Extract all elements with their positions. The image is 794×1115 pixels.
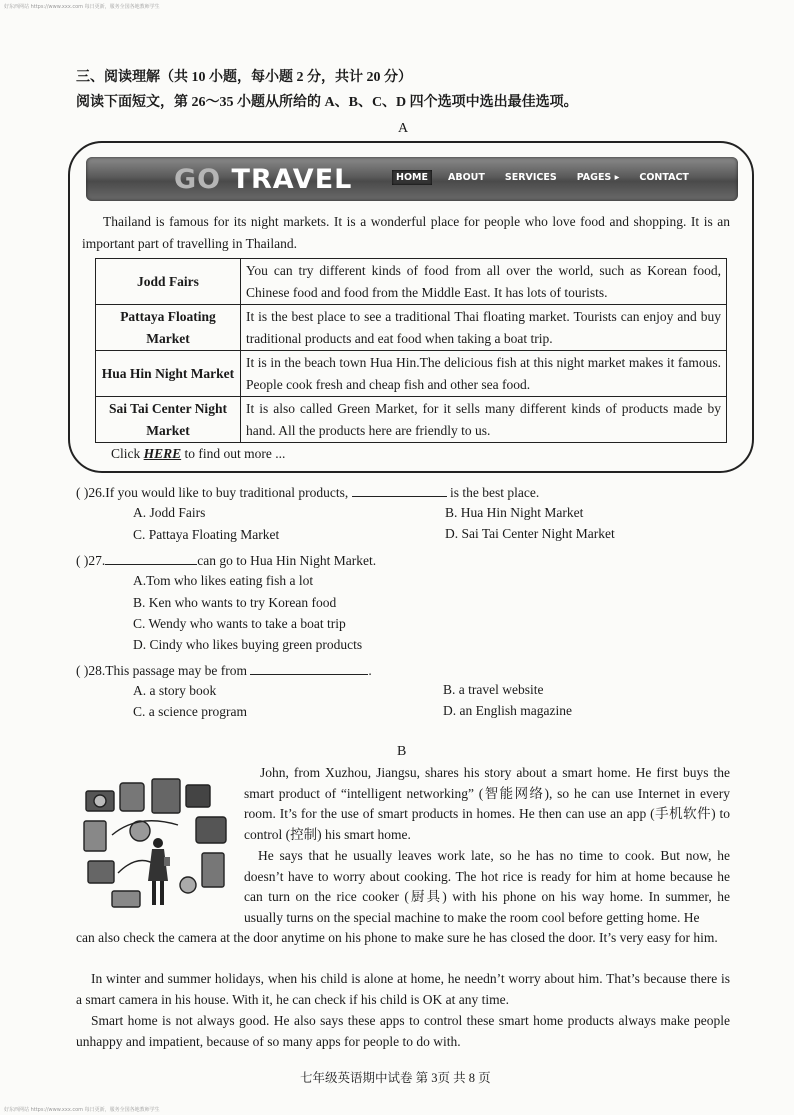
page-footer: 七年级英语期中试卷 第 3页 共 8 页 [300, 1071, 491, 1085]
question-28: ( )28.This passage may be from . [76, 663, 372, 678]
market-desc: You can try different kinds of food from all over the world, such as Korean food, Chinese food and food from the Middle East. It has lots of tourists. [241, 259, 727, 305]
click-here-line: Click HERE to find out more ... [111, 446, 286, 461]
part-a-label: A [398, 121, 409, 136]
passage-b-p3: In winter and summer holidays, when his child is alone at home, he needn’t worry about him. That’s because there is a smart camera in his house. With it, he can check if his child is OK at any time. [76, 971, 730, 1007]
table-row [96, 397, 727, 443]
nav-home[interactable]: HOME [392, 170, 432, 185]
option-27d: D. Cindy who likes buying green products [133, 637, 363, 652]
intro-paragraph: Thailand is famous for its night markets. It is a wonderful place for people who love food and shopping. It is an important part of travelling in Thailand. [82, 214, 730, 251]
section-title: 三、阅读理解（共 10 小题，每小题 2 分，共计 20 分） [76, 70, 412, 85]
market-name: Hua Hin Night Market [96, 351, 241, 397]
option-27b: B. Ken who wants to try Korean food [133, 595, 337, 610]
option-26c: C. Pattaya Floating Market [133, 527, 280, 542]
option-28b: B. a travel website [443, 682, 544, 697]
option-28c: C. a science program [133, 704, 247, 719]
passage-b-p4: Smart home is not always good. He also says these apps to control these smart home products always make people unhappy and impatient, because of so many apps for people to do with. [76, 1013, 730, 1049]
market-name: Jodd Fairs [96, 259, 241, 305]
table-row [96, 259, 727, 305]
watermark-top: 好东西网站 https://www.xxx.com 每日更新，服务全国各地教师学生 [4, 4, 160, 10]
table-row [96, 305, 727, 351]
market-desc: It is also called Green Market, for it sells many different kinds of products made by hand. All the products here are friendly to us. [241, 397, 727, 443]
option-27a: A.Tom who likes eating fish a lot [133, 573, 314, 588]
nav-contact[interactable]: CONTACT [639, 172, 689, 183]
table-row [96, 351, 727, 397]
go-travel-logo: GO TRAVEL [174, 164, 353, 195]
passage-b-p2b: can also check the camera at the door anytime on his phone to make sure he has closed the door. It’s very easy for him. [76, 930, 718, 945]
option-26d: D. Sai Tai Center Night Market [445, 526, 615, 541]
part-b-label: B [397, 744, 407, 759]
question-27: ( )27. can go to Hua Hin Night Market. [76, 553, 377, 568]
answer-blank[interactable] [250, 662, 368, 675]
market-desc: It is the best place to see a traditional Thai floating market. Tourists can enjoy and buy traditional products and eat food when taking a boat trip. [241, 305, 727, 351]
passage-b-p2a: He says that he usually leaves work late, so he has no time to cook. But now, he doesn’t have to worry about cooking. The hot rice is ready for him at home because he can turn on the rice cooker (厨具) with his phone on his way home. In summer, he usually turns on the special machine to make the room cool before getting home. He [244, 848, 730, 925]
answer-blank[interactable] [105, 552, 197, 565]
go-travel-banner [86, 157, 738, 201]
instruction: 阅读下面短文，第 26～35 小题从所给的 A、B、C、D 四个选项中选出最佳选项。 [76, 95, 578, 110]
banner-nav [392, 170, 693, 185]
watermark-bottom: 好东西网站 https://www.xxx.com 每日更新，服务全国各地教师学生 [4, 1107, 160, 1113]
option-28d: D. an English magazine [443, 703, 572, 718]
market-desc: It is in the beach town Hua Hin.The delicious fish at this night market makes it famous. People cook fresh and cheap fish and other sea food. [241, 351, 727, 397]
markets-table [95, 258, 727, 443]
passage-b-p1: John, from Xuzhou, Jiangsu, shares his story about a smart home. He first buys the smart product of “intelligent networking” (智能网络), so he can use Internet in every room. It’s for the use of smart products in homes. He then can use an app (手机软件) to control (控制) his smart home. [244, 765, 730, 842]
option-28a: A. a story book [133, 683, 217, 698]
answer-blank[interactable] [352, 484, 447, 497]
option-27c: C. Wendy who wants to take a boat trip [133, 616, 346, 631]
market-name: Sai Tai Center Night Market [96, 397, 241, 443]
nav-pages[interactable]: PAGES ▸ [576, 172, 620, 183]
question-26: ( )26.If you would like to buy traditional products, is the best place. [76, 485, 540, 500]
option-26a: A. Jodd Fairs [133, 505, 206, 520]
smart-home-illustration-icon [78, 773, 238, 916]
market-name: Pattaya Floating Market [96, 305, 241, 351]
nav-services[interactable]: SERVICES [504, 172, 557, 183]
option-26b: B. Hua Hin Night Market [445, 505, 584, 520]
here-link[interactable]: HERE [143, 446, 182, 461]
nav-about[interactable]: ABOUT [447, 172, 485, 183]
